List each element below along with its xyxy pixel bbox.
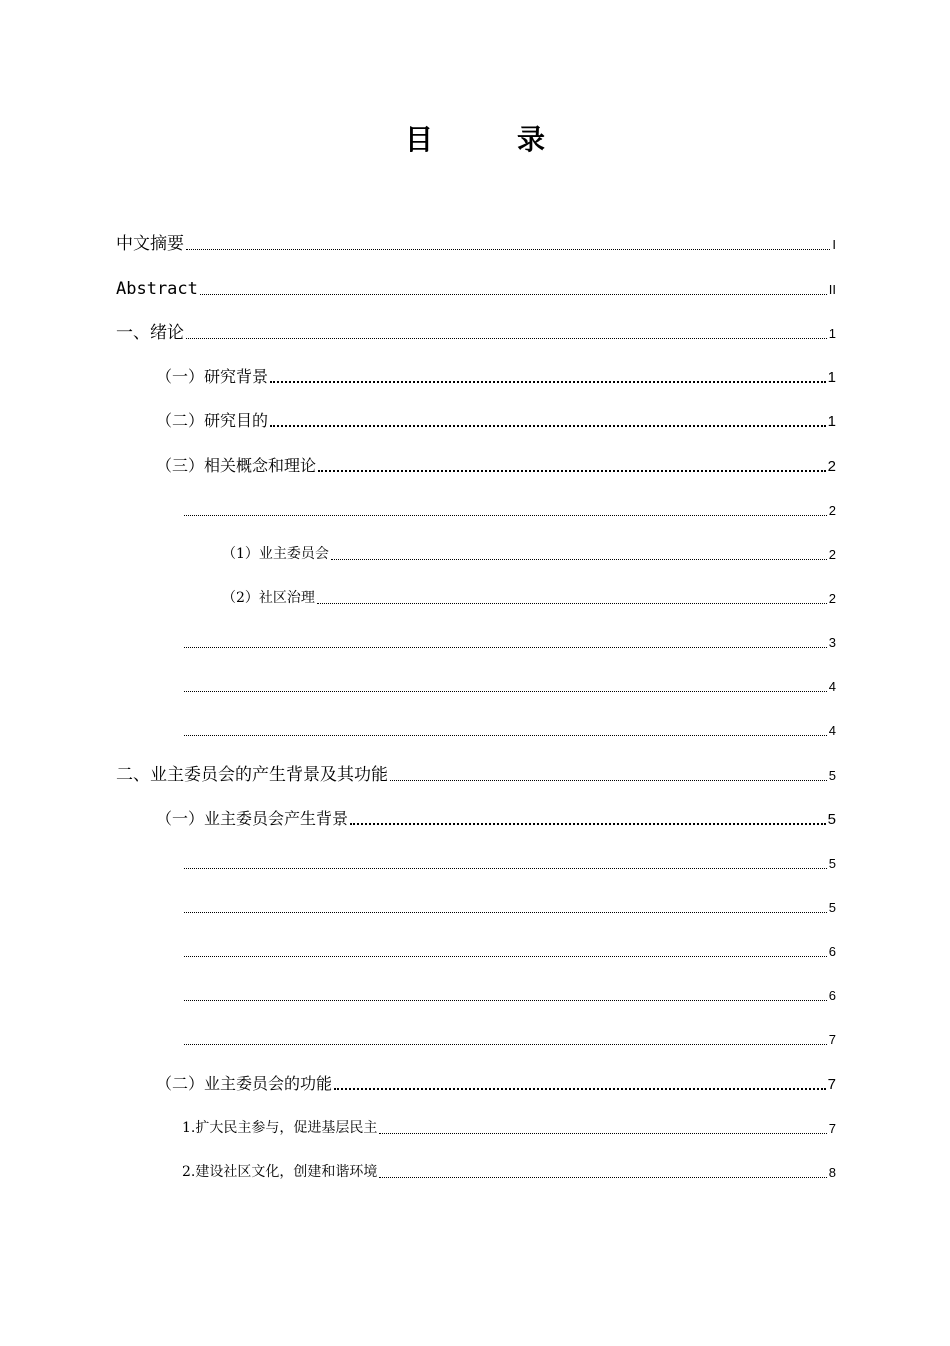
toc-entry-page: 5 (827, 811, 836, 828)
toc-entry[interactable] (182, 1158, 836, 1182)
toc-entry-page: 8 (828, 1165, 836, 1180)
dot-leader (184, 646, 827, 648)
dot-leader (184, 690, 827, 692)
dot-leader (379, 1132, 826, 1134)
dot-leader (186, 337, 827, 339)
toc-entry-page: 5 (828, 768, 836, 783)
toc-entry[interactable] (156, 363, 836, 387)
toc-entry-page: 5 (828, 900, 836, 915)
toc-entry-label: Abstract (116, 279, 198, 299)
toc-entry[interactable] (156, 805, 836, 829)
toc-entry-page: II (828, 282, 836, 297)
toc-entry[interactable] (156, 407, 836, 431)
toc-entry-page: 2 (828, 547, 836, 562)
toc-entry[interactable] (182, 981, 836, 1005)
toc-entry-page: 5 (828, 856, 836, 871)
toc-entry[interactable] (156, 452, 836, 476)
dot-leader (200, 293, 827, 295)
toc-entry-page: 6 (828, 944, 836, 959)
toc-entry-page: 1 (827, 369, 836, 386)
toc-entry-page: 3 (828, 635, 836, 650)
toc-entry[interactable] (182, 937, 836, 961)
toc-entry-page: 7 (827, 1076, 836, 1093)
dot-leader (379, 1176, 826, 1178)
toc-entry-label: 二、业主委员会的产生背景及其功能 (116, 765, 388, 785)
toc-title: 目 录 (404, 123, 573, 156)
toc-entry[interactable] (156, 1070, 836, 1094)
toc-entry[interactable] (116, 319, 836, 343)
dot-leader (184, 734, 827, 736)
toc-entry-page: 2 (828, 503, 836, 518)
toc-entry-label: （2）社区治理 (222, 590, 315, 606)
toc-entry[interactable] (222, 584, 836, 608)
toc-entry-label: （二）研究目的 (156, 411, 269, 430)
toc-entry[interactable] (182, 893, 836, 917)
dot-leader (350, 822, 826, 825)
toc-entry-page: 1 (828, 326, 836, 341)
toc-entry-label: 2.建设社区文化，创建和谐环境 (182, 1164, 378, 1180)
toc-entry[interactable] (182, 1114, 836, 1138)
toc-entry-page: 6 (828, 988, 836, 1003)
toc-entry-page: 2 (827, 458, 836, 475)
dot-leader (184, 955, 827, 957)
dot-leader (317, 602, 827, 604)
toc-entry-label: 中文摘要 (116, 234, 184, 254)
dot-leader (184, 911, 827, 913)
toc-entry[interactable] (116, 275, 836, 299)
toc-entry[interactable] (182, 672, 836, 696)
toc-entry-label: （三）相关概念和理论 (156, 456, 317, 475)
dot-leader (184, 999, 827, 1001)
toc-entry-page: 4 (828, 679, 836, 694)
dot-leader (184, 1043, 827, 1045)
toc-entry-label: （1）业主委员会 (222, 546, 329, 562)
toc-entry-page: 7 (828, 1121, 836, 1136)
dot-leader (186, 248, 830, 250)
dot-leader (334, 1087, 826, 1090)
toc-entry[interactable] (116, 761, 836, 785)
toc-entry-page: 1 (827, 413, 836, 430)
toc-entry[interactable] (116, 230, 836, 254)
toc-entry[interactable] (182, 1025, 836, 1049)
toc-entry-page: I (832, 237, 836, 252)
toc-entry-label: （二）业主委员会的功能 (156, 1074, 333, 1093)
toc-entry[interactable] (182, 496, 836, 520)
toc-entry-page: 2 (828, 591, 836, 606)
toc-entry-label: 一、绪论 (116, 323, 184, 343)
dot-leader (184, 514, 827, 516)
toc-entry-label: 1.扩大民主参与，促进基层民主 (182, 1120, 378, 1136)
dot-leader (318, 469, 826, 472)
dot-leader (184, 867, 827, 869)
toc-entry-page: 4 (828, 723, 836, 738)
toc-entry[interactable] (222, 540, 836, 564)
dot-leader (270, 380, 826, 383)
dot-leader (270, 424, 826, 427)
toc-entry[interactable] (182, 628, 836, 652)
toc-entry-label: （一）研究背景 (156, 367, 269, 386)
toc-entry-page: 7 (828, 1032, 836, 1047)
toc-entry-label: （一）业主委员会产生背景 (156, 809, 349, 828)
dot-leader (390, 779, 827, 781)
toc-entry[interactable] (182, 716, 836, 740)
dot-leader (331, 558, 827, 560)
toc-entry[interactable] (182, 849, 836, 873)
